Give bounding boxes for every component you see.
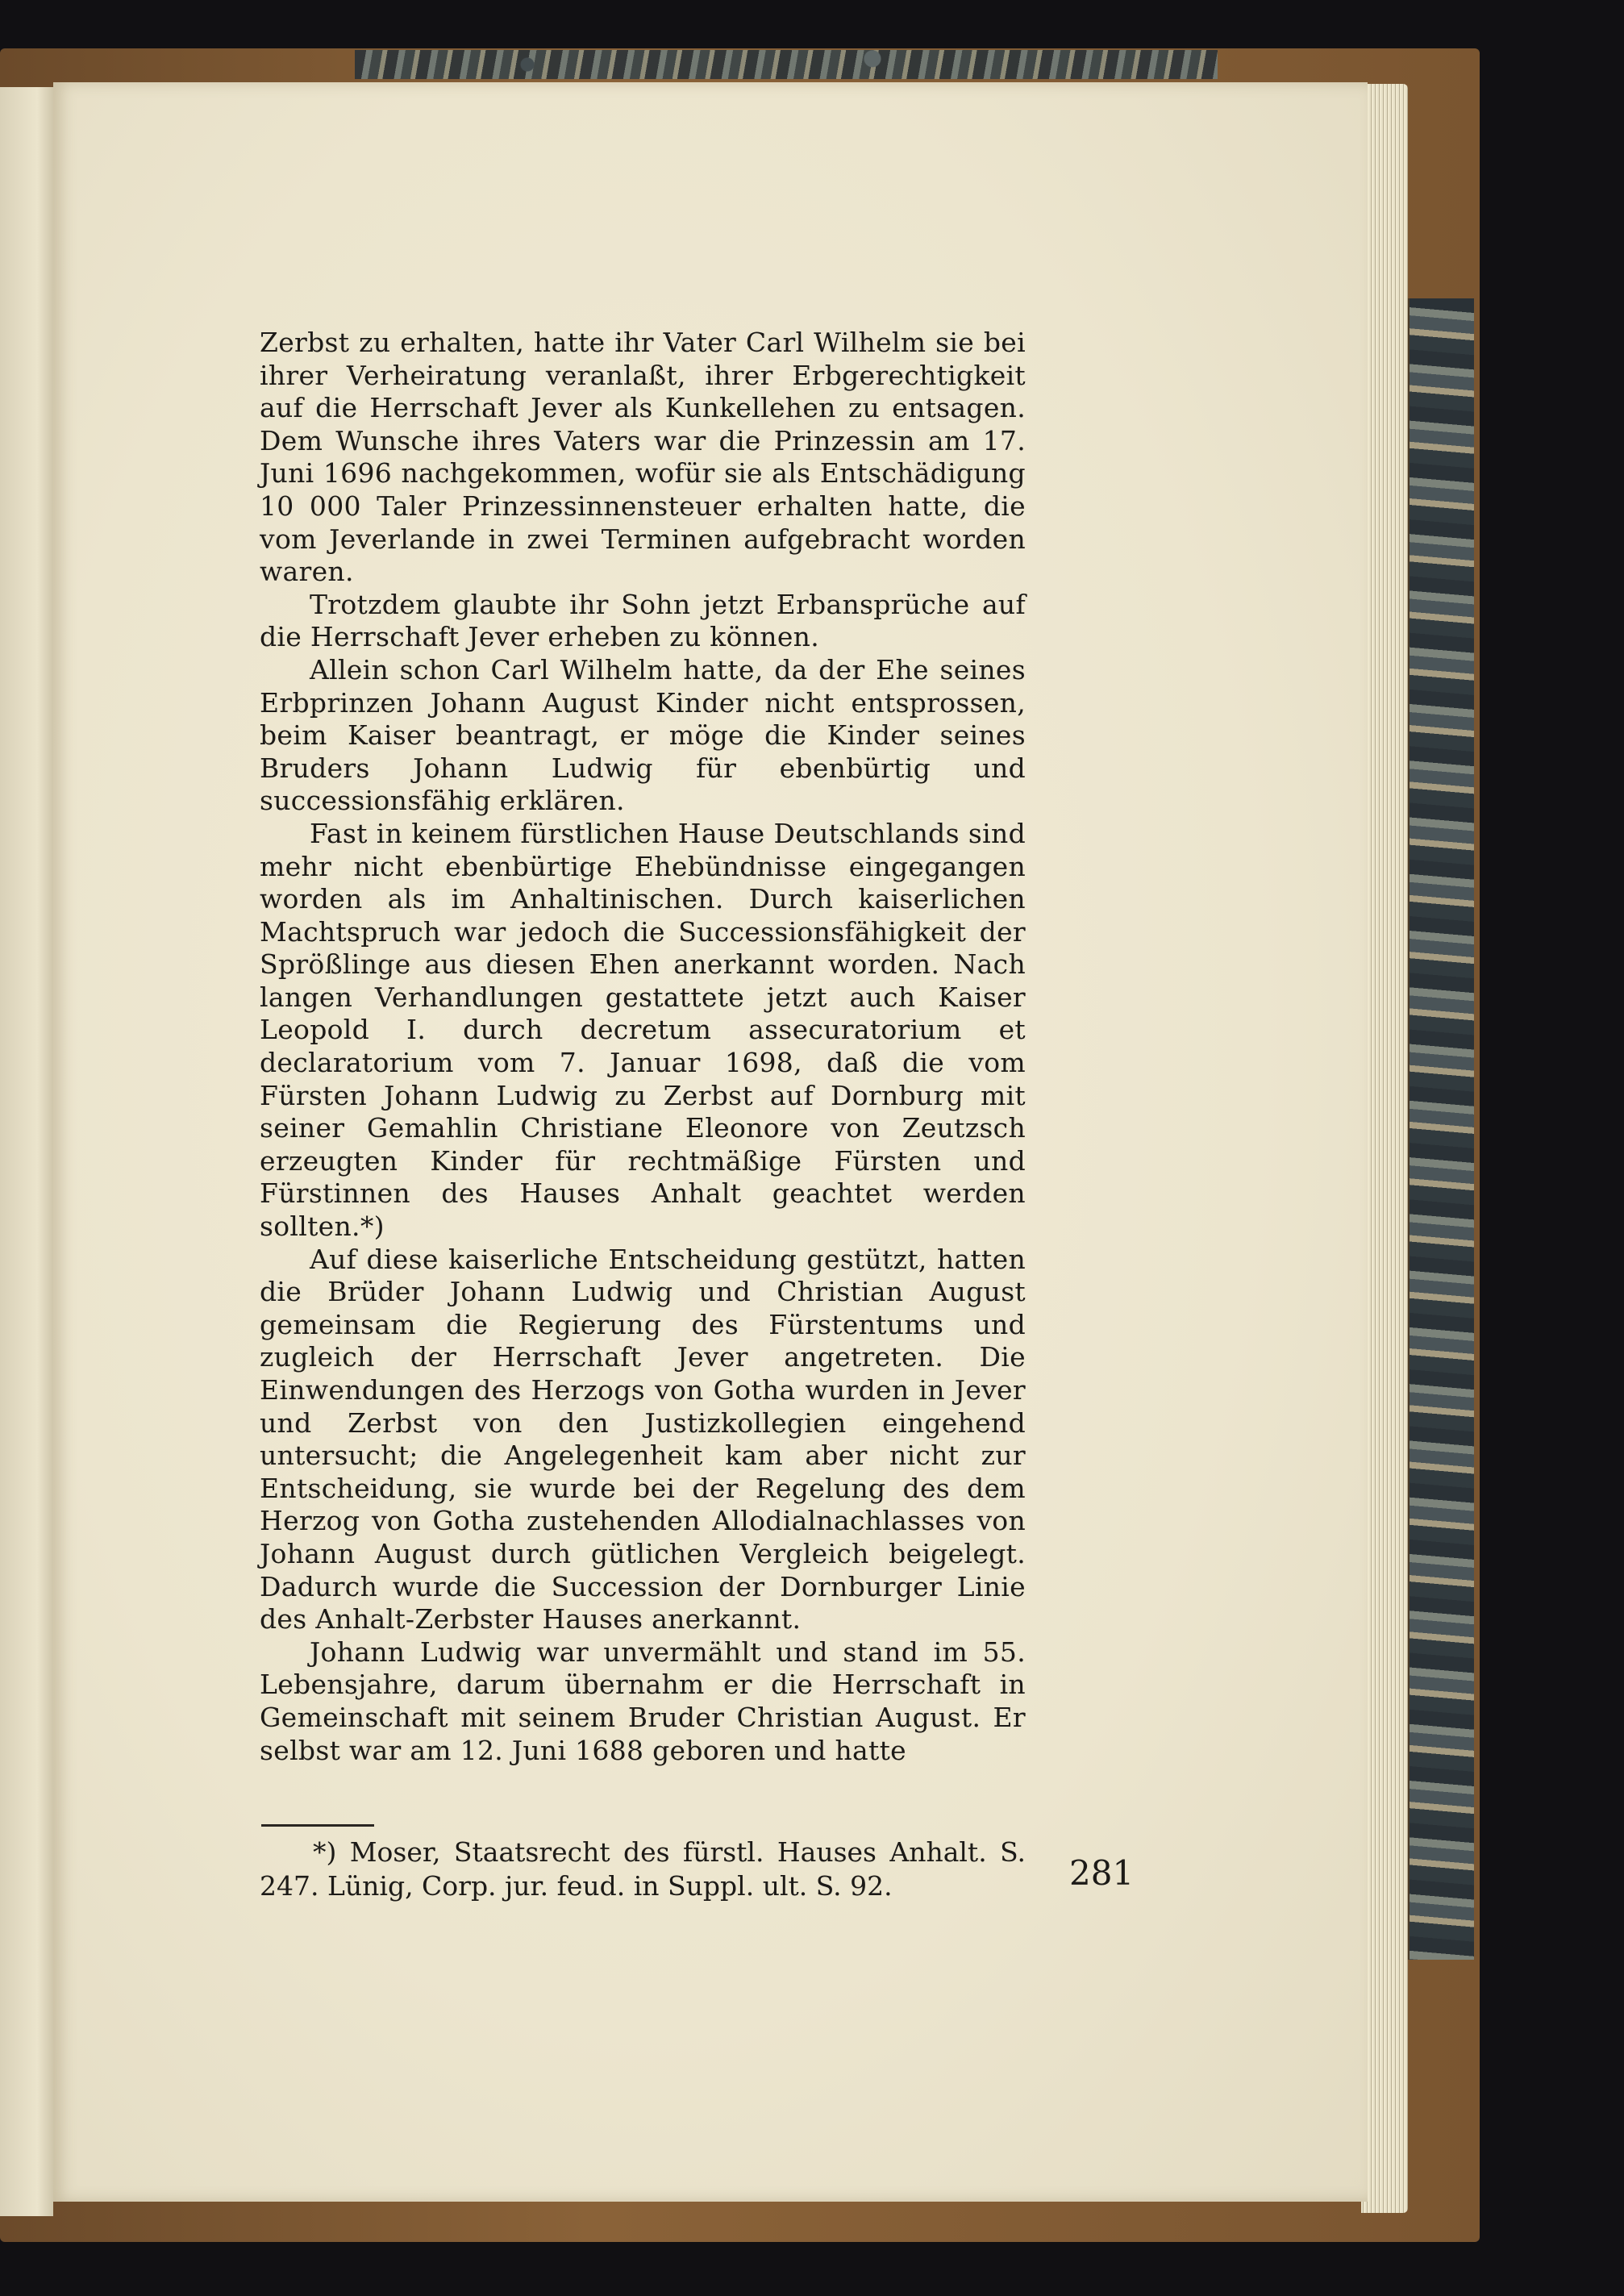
paragraph: Zerbst zu erhalten, hatte ihr Vater Carl Wilhelm sie bei ihrer Verheiratung veranlaßt, ihrer Erbgerechtigkeit auf die Herrschaft Jever als Kunkellehen zu entsagen. Dem Wunsche ihres Vaters war die Prinzessin am 17. Juni 1696 nachgekommen, wofür sie als Entschädigung 10 000 Taler Prinzessinnensteuer erhalten hatte, die vom Jeverlande in zwei Terminen aufgebracht worden waren. (260, 327, 1026, 588)
paragraph: Trotzdem glaubte ihr Sohn jetzt Erbansprüche auf die Herrschaft Jever erheben zu können. (260, 588, 1026, 653)
marbled-edge-side (1407, 298, 1474, 1960)
left-page-edge (0, 87, 53, 2216)
marbled-edge-top (355, 50, 1218, 79)
page-stack-edge (1361, 84, 1408, 2213)
footnote: *) Moser, Staatsrecht des fürstl. Hauses Anhalt. S. 247. Lünig, Corp. jur. feud. in Suppl. ult. S. 92. (260, 1836, 1026, 1902)
page-number: 281 (1069, 1853, 1135, 1893)
paragraph: Fast in keinem fürstlichen Hause Deutschlands sind mehr nicht ebenbürtige Ehebündnisse eingegangen worden als im Anhaltinischen. Durch kaiserlichen Machtspruch war jedoch die Successionsfähigkeit der Sprößlinge aus diesen Ehen anerkannt worden. Nach langen Verhandlungen gestattete jetzt auch Kaiser Leopold I. durch decretum assecuratorium et declaratorium vom 7. Januar 1698, daß die vom Fürsten Johann Ludwig zu Zerbst auf Dornburg mit seiner Gemahlin Christiane Eleonore von Zeutzsch erzeugten Kinder für rechtmäßige Fürsten und Fürstinnen des Hauses Anhalt geachtet werden sollten.*) (260, 817, 1026, 1243)
paragraph: Auf diese kaiserliche Entscheidung gestützt, hatten die Brüder Johann Ludwig und Christian August gemeinsam die Regierung des Fürstentums und zugleich der Herrschaft Jever angetreten. Die Einwendungen des Herzogs von Gotha wurden in Jever und Zerbst von den Justizkollegien eingehend untersucht; die Angelegenheit kam aber nicht zur Entscheidung, sie wurde bei der Regelung des dem Herzog von Gotha zustehenden Allodialnachlasses von Johann August durch gütlichen Vergleich beigelegt. Dadurch wurde die Succession der Dornburger Linie des Anhalt-Zerbster Hauses anerkannt. (260, 1243, 1026, 1636)
paragraph: Johann Ludwig war unvermählt und stand im 55. Lebensjahre, darum übernahm er die Herrschaft in Gemeinschaft mit seinem Bruder Christian August. Er selbst war am 12. Juni 1688 geboren und hatte (260, 1636, 1026, 1766)
footnote-rule (261, 1824, 374, 1827)
footnote-block (260, 1836, 1026, 1903)
body-text (260, 327, 1026, 1767)
paragraph: Allein schon Carl Wilhelm hatte, da der Ehe seines Erbprinzen Johann August Kinder nicht entsprossen, beim Kaiser beantragt, er möge die Kinder seines Bruders Johann Ludwig für ebenbürtig und successionsfähig erklären. (260, 653, 1026, 817)
